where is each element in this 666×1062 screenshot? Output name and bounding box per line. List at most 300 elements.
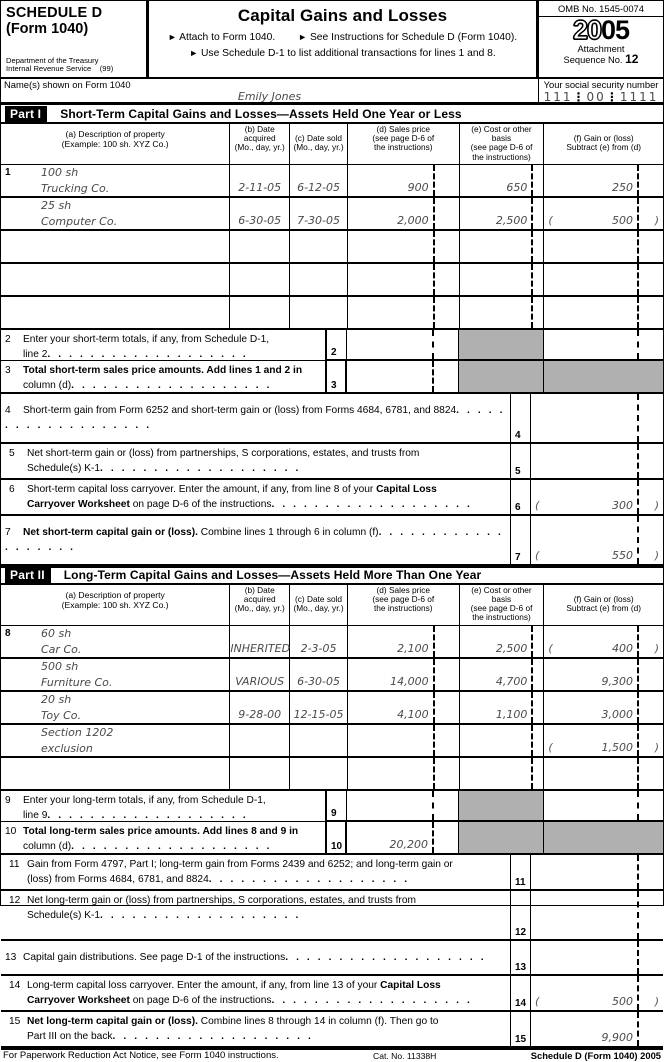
cents-divider <box>637 297 639 328</box>
sales-price-value: 4,100 <box>397 707 429 721</box>
cell-date-acquired[interactable] <box>230 692 290 723</box>
line-9-number: 9 <box>5 794 11 806</box>
attachment-label-1: Attachment <box>577 44 625 54</box>
line-10-sales-price-cell[interactable] <box>347 822 459 853</box>
line-9-text <box>1 791 325 822</box>
form-footer <box>1 1048 663 1062</box>
cents-divider <box>531 725 533 756</box>
cents-divider <box>637 394 639 442</box>
cell-date-sold[interactable] <box>290 692 348 723</box>
column-header-gain-loss <box>544 124 663 164</box>
table-row[interactable] <box>1 198 663 231</box>
date-sold-value: 2-3-05 <box>300 641 337 655</box>
col-e-line1: (e) Cost or other basis <box>471 124 532 144</box>
negative-paren-open: ( <box>535 994 540 1008</box>
schedule-d1-note: Use Schedule D-1 to list additional transactions for lines 1 and 8. <box>201 48 496 59</box>
part-1-label: Part I <box>5 106 47 122</box>
negative-paren-close: ) <box>654 548 659 562</box>
cell-cost-basis[interactable] <box>460 231 545 262</box>
col-a-line2: (Example: 100 sh. XYZ Co.) <box>61 599 169 610</box>
name-ssn-row <box>1 79 663 105</box>
col-c-line2: (Mo., day, yr.) <box>293 603 344 614</box>
cell-cost-basis[interactable] <box>460 626 545 657</box>
cell-description[interactable] <box>1 198 230 229</box>
line-3-number-box <box>327 361 347 392</box>
cell-sales-price[interactable] <box>348 231 460 262</box>
gain-loss-value: 9,300 <box>601 674 634 688</box>
line-10-description-1: Total long-term sales price amounts. Add lines 8 and 9 in <box>23 825 299 837</box>
cents-divider <box>432 822 434 853</box>
cell-date-acquired[interactable] <box>230 659 290 690</box>
line-14-label <box>1 976 511 1010</box>
cell-description[interactable] <box>1 758 230 789</box>
header-left-block <box>1 1 149 77</box>
cents-divider <box>433 659 435 690</box>
description-line-2: Furniture Co. <box>41 675 113 689</box>
negative-paren-open: ( <box>535 498 540 512</box>
col-f-line1: (f) Gain or (loss) <box>573 594 634 605</box>
leader-dots: . . . . . . . . . . . . . . . . . . . <box>71 840 273 852</box>
cell-date-acquired[interactable] <box>230 626 290 657</box>
column-header-date-acquired <box>230 585 290 625</box>
cell-date-sold[interactable] <box>290 626 348 657</box>
header-center-block <box>149 1 539 77</box>
cents-divider <box>637 891 639 939</box>
line-3-box-number: 3 <box>331 379 337 391</box>
line-12-label <box>1 891 511 939</box>
line-9-10-value-columns <box>327 791 663 853</box>
department-block <box>6 57 113 74</box>
line-3-text <box>1 361 325 392</box>
cents-divider <box>637 941 639 974</box>
name-label: Name(s) shown on Form 1040 <box>4 79 131 90</box>
line-12-value-cell[interactable] <box>531 891 663 939</box>
line-2-cost-cell-shaded <box>459 330 544 359</box>
cost-basis-value: 2,500 <box>495 641 528 655</box>
line-10-box-number: 10 <box>331 840 343 852</box>
cell-description[interactable] <box>1 297 230 328</box>
cell-sales-price[interactable] <box>348 758 460 789</box>
cell-gain-loss[interactable] <box>544 165 663 196</box>
cell-date-sold[interactable] <box>290 264 348 295</box>
column-header-cost-basis <box>460 124 545 164</box>
line-2-description-2: line 2 <box>23 348 48 360</box>
cents-divider <box>433 165 435 196</box>
line-14-value-cell[interactable] <box>531 976 663 1010</box>
line-5-value-cell[interactable] <box>531 444 663 478</box>
cents-divider <box>531 264 533 295</box>
ssn-part-1: 111 <box>543 90 573 104</box>
line-9-gain-cell[interactable] <box>544 791 663 820</box>
cell-date-sold[interactable] <box>290 758 348 789</box>
cell-date-sold[interactable] <box>290 165 348 196</box>
table-row[interactable] <box>1 758 663 791</box>
line-10-description-2: column (d) <box>23 840 72 852</box>
negative-paren-open: ( <box>535 548 540 562</box>
cents-divider <box>432 791 434 820</box>
cell-date-sold[interactable] <box>290 659 348 690</box>
cost-basis-value: 650 <box>506 180 528 194</box>
summary-line-6 <box>1 480 663 516</box>
ssn-field-container[interactable] <box>539 79 663 102</box>
line-14-text-1: 14 Long-term capital loss carryover. Enter the amount, if any, from line 13 of your Capital Loss <box>9 979 441 991</box>
cell-cost-basis[interactable] <box>460 758 545 789</box>
sales-price-value: 14,000 <box>390 674 429 688</box>
cell-description[interactable] <box>1 659 230 690</box>
col-c-line2: (Mo., day, yr.) <box>293 142 344 153</box>
line-15-description-1: Net long-term capital gain or (loss). Combine lines 8 through 14 in column (f). Then go to <box>27 1015 439 1027</box>
date-acquired-value: 9-28-00 <box>238 707 282 721</box>
line-7-value-cell[interactable] <box>531 516 663 564</box>
name-field-container[interactable] <box>1 79 539 102</box>
cell-sales-price[interactable] <box>348 626 460 657</box>
dept-code: (99) <box>99 64 114 74</box>
cents-divider <box>637 626 639 657</box>
line-4-label <box>1 394 511 442</box>
line-9-description-1: Enter your long-term totals, if any, from Schedule D-1, <box>23 794 266 806</box>
line-12-text-2: Schedule(s) K-1. . . . . . . . . . . . . . . . . . . <box>27 909 301 921</box>
cents-divider <box>637 725 639 756</box>
cost-basis-value: 1,100 <box>495 707 528 721</box>
cents-divider <box>433 297 435 328</box>
cents-divider <box>432 330 434 359</box>
cell-gain-loss[interactable] <box>544 758 663 789</box>
negative-paren-close: ) <box>654 994 659 1008</box>
description-line-1: Section 1202 <box>41 725 114 739</box>
cell-cost-basis[interactable] <box>460 725 545 756</box>
omb-number: OMB No. 1545-0074 <box>558 3 644 14</box>
cell-gain-loss[interactable] <box>544 725 663 756</box>
line-15-number-box: 15 <box>511 1012 531 1046</box>
part-1-transaction-rows <box>1 165 663 330</box>
cell-sales-price[interactable] <box>348 692 460 723</box>
summary-line-15 <box>1 1012 663 1048</box>
summary-line-5 <box>1 444 663 480</box>
cell-sales-price[interactable] <box>348 659 460 690</box>
col-e-line2: (see page D-6 of <box>470 603 533 614</box>
line-15-value: 9,900 <box>601 1030 633 1044</box>
catalog-number: Cat. No. 11338H <box>372 1050 437 1061</box>
cents-divider <box>433 264 435 295</box>
negative-paren-close: ) <box>654 498 659 512</box>
cell-cost-basis[interactable] <box>460 297 545 328</box>
line-12-text-1: 12 Net long-term gain or (loss) from partnerships, S corporations, estates, and trusts from <box>9 894 416 906</box>
cell-date-acquired[interactable] <box>230 758 290 789</box>
cell-cost-basis[interactable] <box>460 692 545 723</box>
col-b-line3: (Mo., day, yr.) <box>234 603 285 614</box>
cents-divider <box>637 480 639 514</box>
line-14-text-2: Carryover Worksheet on page D-6 of the instructions. . . . . . . . . . . . . . . . . . . <box>27 994 473 1006</box>
cell-date-sold[interactable] <box>290 231 348 262</box>
cell-description[interactable] <box>1 264 230 295</box>
col-b-line1: (b) Date <box>244 124 275 134</box>
cell-description[interactable] <box>1 692 230 723</box>
date-acquired-value: 2-11-05 <box>238 180 282 194</box>
cents-divider <box>531 198 533 229</box>
sales-price-value: 2,000 <box>397 213 429 227</box>
line-15-value-cell[interactable] <box>531 1012 663 1046</box>
cents-divider <box>531 758 533 789</box>
part-2-transaction-rows <box>1 626 663 791</box>
line-3-description-2: column (d) <box>23 379 72 391</box>
part-1-title: Short-Term Capital Gains and Losses—Assets Held One Year or Less <box>60 106 462 121</box>
cell-sales-price[interactable] <box>348 165 460 196</box>
line-13-label <box>1 941 511 974</box>
line-11-text-2: (loss) from Forms 4684, 6781, and 8824. . . . . . . . . . . . . . . . . . . <box>27 873 410 885</box>
col-b-line2: acquired <box>243 594 276 605</box>
col-d-line3: the instructions) <box>373 603 433 614</box>
cents-divider <box>531 165 533 196</box>
line-5-text-2: Schedule(s) K-1. . . . . . . . . . . . . . . . . . . <box>27 462 301 474</box>
cell-gain-loss[interactable] <box>544 264 663 295</box>
cell-cost-basis[interactable] <box>460 659 545 690</box>
header-notes-row-1 <box>149 32 536 43</box>
tax-year <box>539 17 663 44</box>
line-9-cost-cell-shaded <box>459 791 544 820</box>
col-a-line1: (a) Description of property <box>65 589 165 600</box>
gain-loss-value: 3,000 <box>601 707 634 721</box>
cents-divider <box>531 626 533 657</box>
cell-description[interactable] <box>1 165 230 196</box>
ssn-value[interactable] <box>539 90 663 104</box>
date-acquired-value: INHERITED <box>230 641 291 655</box>
cell-gain-loss[interactable] <box>544 231 663 262</box>
line-2-text-row1 <box>1 332 325 347</box>
cell-date-acquired[interactable] <box>230 165 290 196</box>
attachment-sequence <box>539 44 663 66</box>
cell-date-sold[interactable] <box>290 725 348 756</box>
ssn-separator: ⋮ <box>572 90 587 104</box>
line-5-description-1: Net short-term gain or (loss) from partnerships, S corporations, estates, and trusts from <box>27 447 420 459</box>
col-b-line1: (b) Date <box>244 584 275 595</box>
cell-date-acquired[interactable] <box>230 264 290 295</box>
part-1-column-headers <box>1 122 663 165</box>
summary-line-12 <box>1 891 663 941</box>
col-b-line3: (Mo., day, yr.) <box>234 142 285 153</box>
line-2-text <box>1 330 325 361</box>
tax-year-suffix: 05 <box>601 15 630 45</box>
description-line-2: Toy Co. <box>41 708 82 722</box>
cents-divider <box>433 626 435 657</box>
cents-divider <box>637 444 639 478</box>
line-4-value-cell[interactable] <box>531 394 663 442</box>
column-header-sales-price <box>348 124 460 164</box>
col-a-line2: (Example: 100 sh. XYZ Co.) <box>61 139 169 149</box>
cell-gain-loss[interactable] <box>544 659 663 690</box>
col-d-line2: (see page D-6 of <box>372 133 435 144</box>
cell-date-acquired[interactable] <box>230 231 290 262</box>
cell-date-acquired[interactable] <box>230 725 290 756</box>
col-c-line1: (c) Date sold <box>295 133 343 144</box>
part-2-column-headers <box>1 583 663 626</box>
cents-divider <box>637 791 639 820</box>
gain-loss-value: 250 <box>612 180 634 194</box>
date-sold-value: 6-30-05 <box>297 674 341 688</box>
line-15-text-2: Part III on the back. . . . . . . . . . . . . . . . . . . <box>27 1030 314 1042</box>
line-4-description: Short-term gain from Form 6252 and short-term gain or (loss) from Forms 4684, 6781, and 8824 <box>23 404 457 416</box>
taxpayer-name-value[interactable]: Emily Jones <box>237 90 302 103</box>
line-3-gain-cell-shaded <box>544 361 663 392</box>
dept-line-2: Internal Revenue Service <box>6 64 92 74</box>
col-c-line1: (c) Date sold <box>295 594 343 605</box>
cents-divider <box>433 725 435 756</box>
col-d-line2: (see page D-6 of <box>372 594 435 605</box>
cents-divider <box>637 264 639 295</box>
cell-date-acquired[interactable] <box>230 297 290 328</box>
line-6-value: 300 <box>612 498 633 512</box>
leader-dots: . . . . . . . . . . . . . . . . . . . <box>71 379 273 391</box>
part-2-bar <box>1 566 663 583</box>
summary-line-13 <box>1 941 663 976</box>
table-row[interactable] <box>1 725 663 758</box>
cents-divider <box>637 855 639 889</box>
table-row[interactable] <box>1 231 663 264</box>
description-line-2: exclusion <box>41 741 93 755</box>
cell-description[interactable] <box>1 231 230 262</box>
cell-sales-price[interactable] <box>348 725 460 756</box>
line-10-text-row1 <box>1 824 325 839</box>
line-7-value: 550 <box>612 548 633 562</box>
line-14-description-1: Long-term capital loss carryover. Enter the amount, if any, from line 13 of your Capital Loss <box>27 979 441 991</box>
negative-paren-close: ) <box>654 641 660 655</box>
line-5-label <box>1 444 511 478</box>
cell-date-sold[interactable] <box>290 297 348 328</box>
column-header-cost-basis <box>460 585 545 625</box>
line-2-sales-price-cell[interactable] <box>347 330 459 359</box>
triangle-icon: ► <box>189 48 199 58</box>
cell-description[interactable] <box>1 626 230 657</box>
cell-sales-price[interactable] <box>348 264 460 295</box>
cents-divider <box>637 758 639 789</box>
line-3-values <box>327 361 663 392</box>
summary-line-4 <box>1 394 663 444</box>
cell-gain-loss[interactable] <box>544 626 663 657</box>
description-line-1: 20 sh <box>41 692 72 706</box>
gain-loss-value: 400 <box>612 641 634 655</box>
cell-cost-basis[interactable] <box>460 165 545 196</box>
cell-description[interactable] <box>1 725 230 756</box>
table-row[interactable] <box>1 692 663 725</box>
attachment-number: 12 <box>625 52 639 67</box>
cell-date-acquired[interactable] <box>230 198 290 229</box>
col-f-line2: Subtract (e) from (d) <box>566 142 642 153</box>
table-row[interactable] <box>1 264 663 297</box>
table-row[interactable] <box>1 626 663 659</box>
table-row[interactable] <box>1 297 663 330</box>
line-6-text-1: 6 Short-term capital loss carryover. Enter the amount, if any, from line 8 of your Capital Loss <box>9 483 437 495</box>
cell-sales-price[interactable] <box>348 297 460 328</box>
line-9-sales-price-cell[interactable] <box>347 791 459 820</box>
line-9-values <box>327 791 663 822</box>
form-header <box>1 1 663 79</box>
cell-date-sold[interactable] <box>290 198 348 229</box>
description-line-1: 100 sh <box>41 165 79 179</box>
row-line-number: 8 <box>5 627 11 639</box>
cell-cost-basis[interactable] <box>460 264 545 295</box>
date-sold-value: 6-12-05 <box>297 180 341 194</box>
line-10-text <box>1 822 325 853</box>
triangle-icon: ► <box>298 32 308 42</box>
paperwork-notice: For Paperwork Reduction Act Notice, see Form 1040 instructions. <box>3 1050 279 1062</box>
line-13-description: Capital gain distributions. See page D-1 of the instructions <box>23 951 286 963</box>
cell-gain-loss[interactable] <box>544 198 663 229</box>
cell-cost-basis[interactable] <box>460 198 545 229</box>
column-header-description <box>1 124 230 164</box>
line-13-value-cell[interactable] <box>531 941 663 974</box>
line-3-number: 3 <box>5 364 11 376</box>
page-title: Capital Gains and Losses <box>237 6 448 25</box>
date-acquired-value: 6-30-05 <box>238 213 282 227</box>
line-5-description-2: Schedule(s) K-1 <box>27 462 101 474</box>
cents-divider <box>637 165 639 196</box>
line-15-label <box>1 1012 511 1046</box>
table-row[interactable] <box>1 659 663 692</box>
line-5-number-box: 5 <box>511 444 531 478</box>
description-line-1: 25 sh <box>41 198 72 212</box>
line-7-text: 7 Net short-term capital gain or (loss). Combine lines 1 through 6 in column (f). . . . . . . . . . . . . . . . . . . <box>5 526 504 553</box>
line-3-sales-price-cell[interactable] <box>347 361 459 392</box>
cents-divider <box>637 516 639 564</box>
line-2-box-number: 2 <box>331 346 337 358</box>
line-2-gain-cell[interactable] <box>544 330 663 359</box>
line-4-number-box: 4 <box>511 394 531 442</box>
col-b-line2: acquired <box>243 133 276 144</box>
line-6-value-cell[interactable] <box>531 480 663 514</box>
cents-divider <box>433 198 435 229</box>
cents-divider <box>637 976 639 1010</box>
cell-gain-loss[interactable] <box>544 297 663 328</box>
line-9-10-text-column <box>1 791 327 853</box>
column-header-gain-loss <box>544 585 663 625</box>
cell-sales-price[interactable] <box>348 198 460 229</box>
cents-divider <box>531 297 533 328</box>
line-2-3-block <box>1 330 663 394</box>
date-acquired-value: VARIOUS <box>235 674 285 688</box>
attachment-label-2: Sequence No. <box>563 55 623 66</box>
column-header-date-acquired <box>230 124 290 164</box>
line-15-description-2: Part III on the back <box>27 1030 113 1042</box>
line-15-text-1: 15 Net long-term capital gain or (loss). Combine lines 8 through 14 in column (f). Then go to <box>9 1015 439 1027</box>
date-sold-value: 12-15-05 <box>293 707 344 721</box>
description-line-2: Computer Co. <box>41 214 118 228</box>
tax-year-prefix: 20 <box>572 15 601 45</box>
summary-line-11 <box>1 855 663 891</box>
part-1-bar <box>1 105 663 122</box>
line-9-description-2: line 9 <box>23 809 48 821</box>
line-14-value: 500 <box>612 994 633 1008</box>
cell-gain-loss[interactable] <box>544 692 663 723</box>
line-2-values <box>327 330 663 361</box>
line-9-10-block <box>1 791 663 855</box>
form-number: (Form 1040) <box>6 21 89 37</box>
cents-divider <box>433 758 435 789</box>
line-2-3-value-columns <box>327 330 663 392</box>
line-14-number-box: 14 <box>511 976 531 1010</box>
cost-basis-value: 2,500 <box>495 213 528 227</box>
ssn-part-2: 00 <box>586 90 606 104</box>
column-header-description <box>1 585 230 625</box>
table-row[interactable] <box>1 165 663 198</box>
line-11-number-box: 11 <box>511 855 531 889</box>
line-2-text-row2 <box>1 347 325 362</box>
line-2-description-1: Enter your short-term totals, if any, from Schedule D-1, <box>23 333 270 345</box>
summary-line-7 <box>1 516 663 566</box>
line-5-text-1: 5 Net short-term gain or (loss) from partnerships, S corporations, estates, and trusts from <box>9 447 420 459</box>
line-7-number-box: 7 <box>511 516 531 564</box>
line-11-value-cell[interactable] <box>531 855 663 889</box>
line-3-text-row1 <box>1 363 325 378</box>
sales-price-value: 900 <box>407 180 429 194</box>
